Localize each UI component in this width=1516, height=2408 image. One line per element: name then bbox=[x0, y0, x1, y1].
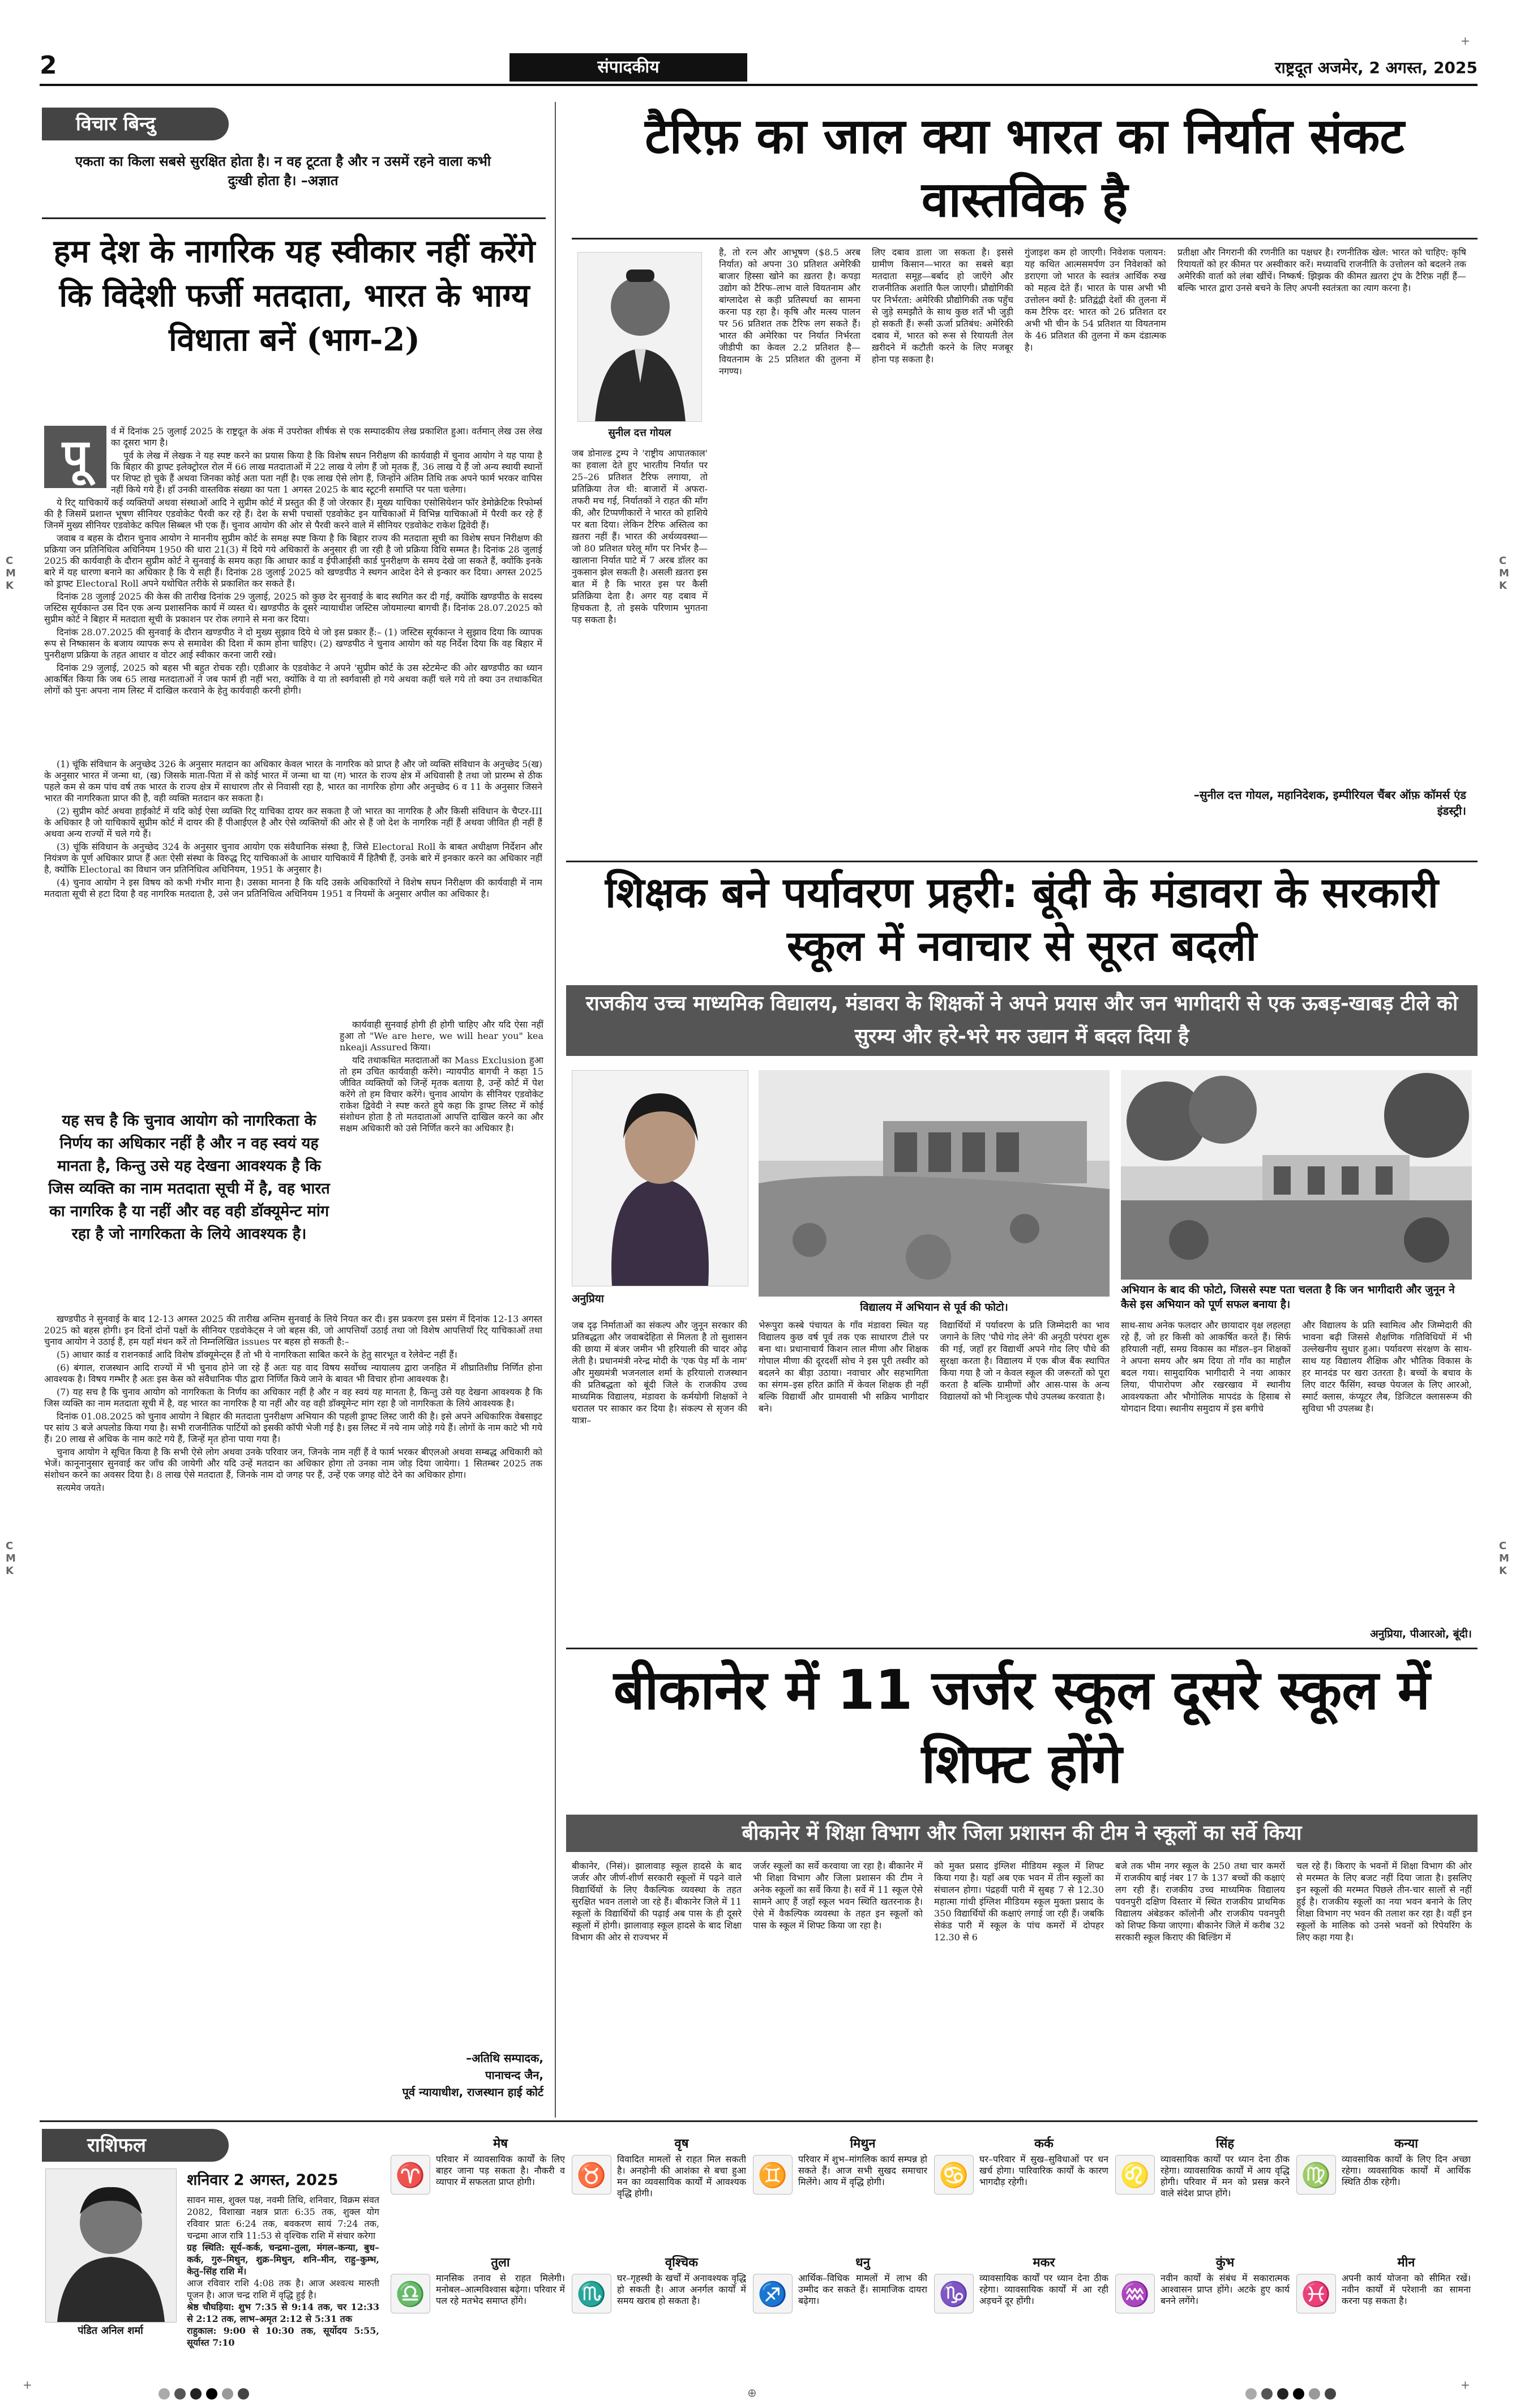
rashi-cell bbox=[391, 2253, 565, 2367]
registration-dot bbox=[1245, 2388, 1257, 2400]
cmk-mark: C M K bbox=[1499, 1540, 1509, 1577]
date-line: राष्ट्रदूत अजमेर, 2 अगस्त, 2025 bbox=[1275, 58, 1478, 77]
rashi-text: घर–परिवार में सुख–सुविधाओं पर धन खर्च होगा। पारिवारिक कार्यों के कारण भागदौड़ रहेगी। bbox=[979, 2154, 1108, 2187]
editorial-paragraph: जवाब व बहस के दौरान चुनाव आयोग ने माननीय सुप्रीम कोर्ट के समक्ष स्पष्ट किया है कि बिहार राज्य की मतदाता सूची का विशेष सघन निरीक्षण की प्रक्रिया जन प्रतिनिधित्व अधिनियम 1950 की धारा 21(3) में दिये गये अधिकारों के अनुसार ही जा रही है जो प्रक्रिया विधि सम्मत है। दिनांक 28 जुलाई 2025 की कार्यवाही के दौरान सुप्रीम कोर्ट ने सुनवाई के समय कहा कि आधार कार्ड व ईपीआईसी कार्ड पुनरीक्षण के समय देखे जा सकते हैं, क्योंकि इनके बारे में यह धारणा बनाने का अधिकार है कि ये सही हैं। दिनांक 28 जुलाई 2025 को खण्डपीठ ने स्थगन आदेश देने से इन्कार कर दिया। अगस्त 2025 को ड्राफ्ट Electoral Roll अपने यथोचित तरीके से प्रकाशित कर सकते हैं। bbox=[44, 533, 542, 589]
chaughadiya: श्रेष्ठ चौघड़िया: शुभ 7:35 से 9:14 तक, चर 12:33 से 2:12 तक, लाभ–अमृत 2:12 से 5:31 तक bbox=[187, 2302, 379, 2324]
rashi-text: आर्थिक–विधिक मामलों में लाभ की उम्मीद कर सकते हैं। सामाजिक दायरा बढ़ेगा। bbox=[798, 2273, 927, 2306]
cmk-mark: C M K bbox=[6, 555, 16, 592]
editorial-paragraph: चुनाव आयोग ने सूचित किया है कि सभी ऐसे लोग अथवा उनके परिवार जन, जिनके नाम नहीं हैं वे फार्म भरकर बीएलओ अथवा सम्बद्ध अधिकारी को भेजें। कानूनानुसार सुनवाई कर जाँच की जायेगी और यदि उन्हें मतदान का अधिकार होगा तो उनका नाम जोड़ दिया जायेगा। 1 सितम्बर 2025 तक संशोधन करने का अवसर दिया है। 8 लाख ऐसे मतदाता हैं, जिनके नाम दो जगह पर हैं, उन्हें एक जगह वोटे देने का अधिकार होगा। bbox=[44, 1447, 542, 1480]
bikaner-column: जर्जर स्कूलों का सर्वे करवाया जा रहा है। बीकानेर में भी शिक्षा विभाग और जिला प्रशासन की टीम ने अनेक स्कूलों का सर्वे किया है। सर्वे में 11 स्कूल ऐसे सामने आए हैं जहाँ स्कूल भवन स्थिति खतरनाक है। ऐसे में वैकल्पिक व्यवस्था के तहत इन स्कूलों को पास के स्कूल में शिफ्ट किया जा रहा है। bbox=[753, 1860, 923, 1931]
rahukaal: राहुकाल: 9:00 से 10:30 तक, सूर्योदय 5:55, सूर्यास्त 7:10 bbox=[187, 2325, 379, 2348]
person-caption: अनुप्रिया bbox=[572, 1293, 604, 1305]
editorial-paragraph: दिनांक 28.07.2025 की सुनवाई के दौरान खण्डपीठ ने दो मुख्य सुझाव दिये थे जो इस प्रकार हैं:– (1) जस्टिस सूर्यकान्त ने सुझाव दिया कि व्यापक रूप से निष्कासन के बजाय व्यापक रूप से समावेश की दिशा में काम होना चाहिए। (2) खण्डपीठ ने चुनाव आयोग को यह निर्देश दिया कि वह बिहार में पुनरीक्षण प्रक्रिया के तहत आधार व वोटर आई स्वीकार करना जारी रखे। bbox=[44, 627, 542, 660]
registration-dot bbox=[1277, 2388, 1288, 2400]
bikaner-column: बीकानेर, (निसं)। झालावाड़ स्कूल हादसे के बाद जर्जर और जीर्ण-शीर्ण सरकारी स्कूलों में पढ़ने वाले विद्यार्थियों के लिए वैकल्पिक व्यवस्था के तहत सुरक्षित भवन तलाशे जा रहे हैं। बीकानेर जिले में 11 स्कूलों के विद्यार्थियों की पढ़ाई अब पास के ही दूसरे स्कूलों में होगी। झालावाड़ स्कूल हादसे के बाद शिक्षा विभाग की ओर से राज्यभर में bbox=[572, 1860, 742, 1943]
editorial-paragraph: (3) चूंकि संविधान के अनुच्छेद 324 के अनुसार चुनाव आयोग एक संवैधानिक संस्था है, जिसे Electoral Roll के बाबत अधीक्षण निर्देशन और नियंत्रण के पूर्ण अधिकार प्राप्त हैं अतः ऐसी संस्था के विरुद्ध रिट् याचिकाओं के आधार याचिकायें मैं हितैषी हैं, उनके बारे में इनकार करने का अधिकार नहीं है, क्योंकि Electoral का विधान जन प्रतिनिधित्व अधिनियम, 1951 के अनुसार है। bbox=[44, 841, 542, 875]
vichar-bindu-text: विचार बिन्दु bbox=[76, 113, 156, 135]
editorial-paragraph: दिनांक 28 जुलाई 2025 की केस की तारीख दिनांक 29 जुलाई, 2025 को कुछ देर सुनवाई के बाद स्थगित कर दी गई, क्योंकि खण्डपीठ के सदस्य जस्टिस सूर्यकान्त उस दिन एक अन्य प्रशासनिक कार्य में व्यस्त थे। खण्डपीठ के दूसरे न्यायाधीश जस्टिस जोयमाल्या बागची हैं। दिनांक 28.07.2025 को सुप्रीम कोर्ट ने बिहार में मतदाता सूची के प्रकाशन पर रोक लगाने से मना कर दिया। bbox=[44, 591, 542, 625]
crop-mark-icon: + bbox=[23, 2378, 32, 2392]
author-photo bbox=[577, 252, 702, 422]
bikaner-column: चल रहे हैं। किराए के भवनों में शिक्षा विभाग की ओर से मरम्मत के लिए बजट नहीं दिया जाता है। इसलिए इन स्कूलों की मरम्मत पिछले तीन-चार सालों से नहीं हुई है। राजकीय स्कूलों का नया भवन बनाने के लिए शिक्षा विभाग नए भवन की तलाश कर रहा है। वहीं इन स्कूलों के मालिक को उनसे भवनों को रिपेयरिंग के लिए कहा गया है। bbox=[1296, 1860, 1472, 1943]
scorpion-icon: ♏ bbox=[572, 2274, 611, 2313]
lion-icon: ♌ bbox=[1115, 2155, 1155, 2195]
rashifal-text: राशिफल bbox=[87, 2134, 146, 2157]
rashi-name: वृष bbox=[674, 2137, 689, 2151]
rashi-cell bbox=[1296, 2135, 1471, 2248]
after-photo bbox=[1121, 1070, 1472, 1280]
after-caption: अभियान के बाद की फोटो, जिससे स्पष्ट पता चलता है कि जन भागीदारी और जुनून ने कैसे इस अभियान को पूर्ण सफल बनाया है। bbox=[1121, 1284, 1455, 1311]
tariff-column: गुंजाइश कम हो जाएगी। निवेशक पलायन: यह कथित आत्मसमर्पण उन निवेशकों को डराएगा जो भारत के स्वतंत्र आर्थिक रुख को महत्व देते हैं। भारत के पास अभी भी उत्तोलन क्यों है: प्रतिद्वंद्वी देशों की तुलना में कम टैरिफ दर: भारत को 26 प्रतिशत दर अभी भी चीन के 54 प्रतिशत या वियतनाम के 46 प्रतिशत की तुलना में कम दंडात्मक है। bbox=[1025, 247, 1166, 353]
editorial-body-mid bbox=[44, 759, 542, 1013]
vichar-bindu-label bbox=[42, 108, 229, 140]
registration-dot bbox=[238, 2388, 249, 2400]
school-column: भेरूपुरा कस्बे पंचायत के गाँव मंडावरा स्थित यह विद्यालय कुछ वर्ष पूर्व तक एक साधारण टीले पर बना था। प्रधानाचार्य किशन लाल मीणा और शिक्षक गोपाल मीणा की दूरदर्शी सोच ने इस पूरी तस्वीर को बदलने का बीड़ा उठाया। नवाचार और सहभागिता का संगम–इस हरित क्रांति में केवल शिक्षक ही नहीं बल्कि विद्यार्थी और ग्रामवासी भी सक्रिय भागीदार बने। bbox=[759, 1320, 928, 1414]
rashi-name: मीन bbox=[1397, 2256, 1415, 2270]
divider bbox=[572, 238, 1478, 239]
crab-icon: ♋ bbox=[934, 2155, 974, 2195]
water-bearer-icon: ♒ bbox=[1115, 2274, 1155, 2313]
rashi-name: सिंह bbox=[1215, 2137, 1235, 2151]
bikaner-column: को मुक्त प्रसाद इंग्लिश मीडियम स्कूल में शिफ्ट किया गया है। यहाँ अब एक भवन में तीन स्कूलों का संचालन होगा। पंद्रहवीं पारी में सुबह 7 से 12.30 महात्मा गांधी इंग्लिश मीडियम स्कूल मुक्ता प्रसाद के 350 विद्यार्थियों की कक्षाएं लगाई जा रही हैं। जबकि सेकंड पारी में स्कूल के पांच कमरों में दोपहर 12.30 से 6 bbox=[934, 1860, 1104, 1943]
registration-dot bbox=[174, 2388, 186, 2400]
bull-icon: ♉ bbox=[572, 2155, 611, 2195]
registration-dot bbox=[1261, 2388, 1273, 2400]
panchang-misc: आज रविवार राशि 4:08 तक है। आज अश्वत्थ मारुती पूजन है। आज चन्द्र राशि में वृद्धि हुई है। bbox=[187, 2278, 379, 2300]
scales-icon: ♎ bbox=[391, 2274, 430, 2313]
divider bbox=[42, 217, 546, 219]
school-byline: अनुप्रिया, पीआरओ, बूंदी। bbox=[1370, 1628, 1472, 1640]
registration-dot bbox=[222, 2388, 233, 2400]
rashi-text: घर–गृहस्थी के खर्चों में अनावश्यक वृद्धि हो सकती है। आज अनर्गल कार्यों में समय खराब हो सकता है। bbox=[617, 2273, 746, 2306]
rashi-text: परिवार में शुभ–मांगलिक कार्य सम्पन्न हो सकते हैं। आज सभी सुखद समाचार मिलेंगे। आय में वृद्धि होगी। bbox=[798, 2154, 927, 2187]
registration-dot bbox=[1325, 2388, 1336, 2400]
rashi-name: मिथुन bbox=[850, 2137, 876, 2151]
registration-dot bbox=[1309, 2388, 1320, 2400]
rashi-cell bbox=[572, 2135, 746, 2248]
school-column: साथ-साथ अनेक फलदार और छायादार वृक्ष लहलहा रहे हैं, जो हर किसी को आकर्षित करते हैं। सिर्फ हरियाली नहीं, समग्र विकास का मॉडल–इन शिक्षकों ने अपना समय और श्रम दिया तो गाँव का माहौल बदल गया। सामुदायिक भागीदारी ने नया आकार लिया, पीपारोपण और रखरखाव में स्थानीय आवश्यकता और भौगोलिक मापदंड के हिसाब से योगदान दिया। स्थानीय समुदाय में इस बगीचे bbox=[1121, 1320, 1291, 1414]
editorial-drop-cap: पू bbox=[44, 426, 106, 488]
rashi-cell bbox=[753, 2253, 927, 2367]
rashi-name: तुला bbox=[491, 2256, 510, 2270]
cmk-mark: C M K bbox=[1499, 555, 1509, 592]
signature-line: –अतिथि सम्पादक, bbox=[466, 2051, 543, 2065]
registration-dot bbox=[190, 2388, 202, 2400]
rashi-text: मानसिक तनाव से राहत मिलेगी। मनोबल–आत्मविश्वास बढ़ेगा। परिवार में पल रहे मतभेद समाप्त होंगे। bbox=[436, 2273, 565, 2306]
editorial-body-top bbox=[44, 426, 542, 754]
tariff-column: है, तो रत्न और आभूषण ($8.5 अरब निर्यात) को अपना 30 प्रतिशत अमेरिकी बाजार हिस्सा खोने का ख़तरा है। कपड़ा उद्योग को टैरिफ–लाभ वाले वियतनाम और बांग्लादेश से कड़ी प्रतिस्पर्धा का सामना करना पड़ रहा है। कृषि और मत्स्य पालन पर 56 प्रतिशत तक टैरिफ लग सकते हैं। भारत की अमेरिका पर निर्यात निर्भरता जीडीपी का केवल 2.2 प्रतिशत है—वियतनाम के 25 प्रतिशत की तुलना में नगण्य। bbox=[719, 247, 860, 377]
rashi-cell bbox=[753, 2135, 927, 2248]
registration-dot bbox=[159, 2388, 170, 2400]
page-number: 2 bbox=[40, 51, 57, 80]
editorial-body-bottom bbox=[44, 1314, 542, 2050]
rashi-cell bbox=[1115, 2135, 1290, 2248]
rashi-text: अपनी कार्य योजना को सीमित रखें। नवीन कार्यों में परेशानी का सामना करना पड़ सकता है। bbox=[1342, 2273, 1471, 2306]
rashi-cell bbox=[934, 2253, 1108, 2367]
editorial-paragraph: (1) चूंकि संविधान के अनुच्छेद 326 के अनुसार मतदान का अधिकार केवल भारत के नागरिक को प्राप्त है और जो व्यक्ति संविधान के अनुच्छेद 5(ख) के अनुसार भारत में जन्मा था, (ख) जिसके माता-पिता में से कोई भारत में जन्मा था या (ग) भारत के राज्य क्षेत्र में अधिवासी है तथा जो प्रारम्भ से ठीक पहले कम से कम पांच वर्ष तक भारत के राज्य क्षेत्र में साधारण तौर से निवासी रहा है, भारत का नागरिक होगा और अनुच्छेद 6 व 11 के अनुसार जिसने भारत की नागरिकता प्राप्त की है, वही व्यक्ति मतदान कर सकता है। bbox=[44, 759, 542, 803]
panchang-text: सावन मास, शुक्ल पक्ष, नवमी तिथि, शनिवार, विक्रम संवत 2082, विशाखा नक्षत्र प्रातः 6:35 तक, शुक्ल योग रविवार प्रातः 6:24 तक, बवकरण सायं 7:24 तक, चन्द्रमा आज रात्रि 11:53 से वृश्चिक राशि में संचार करेगा bbox=[187, 2195, 379, 2241]
bikaner-column: बजे तक भीम नगर स्कूल के 250 तथा चार कमरों में राजकीय बाई नंबर 17 के 137 बच्चों की कक्षाएं लग रही हैं। राजकीय उच्च माध्यमिक विद्यालय पवनपुरी दक्षिण विस्तार में स्थित राजकीय प्राथमिक विद्यालय अंबेडकर कॉलोनी और राजकीय पवनपुरी को शिफ्ट किया जाएगा। बीकानेर जिले में करीब 32 सरकारी स्कूल किराए की बिल्डिंग में bbox=[1115, 1860, 1285, 1943]
fish-icon: ♓ bbox=[1296, 2274, 1336, 2313]
signature-line: पानाचन्द जैन, bbox=[485, 2068, 543, 2082]
editorial-pull-quote: यह सच है कि चुनाव आयोग को नागरिकता के निर्णय का अधिकार नहीं है और न वह स्वयं यह मानता है, किन्तु उसे यह देखना आवश्यक है कि जिस व्यक्ति का नाम मतदाता सूची में है, वह भारत का नागरिक है या नहीं और वह वही डॉक्यूमेन्ट मांग रहा है जो नागरिकता के लिये आवश्यक है। bbox=[48, 1112, 330, 1243]
bikaner-subheadline: बीकानेर में शिक्षा विभाग और जिला प्रशासन की टीम ने स्कूलों का सर्वे किया bbox=[566, 1815, 1478, 1852]
editorial-paragraph: (7) यह सच है कि चुनाव आयोग को नागरिकता के निर्णय का अधिकार नहीं है और न वह स्वयं यह मानता है, किन्तु उसे यह देखना आवश्यक है कि जिस व्यक्ति का नाम मतदाता सूची में है, वह भारत का नागरिक है या नहीं और वह वही डॉक्यूमेन्ट मांग रहा है जो नागरिकता के लिये आवश्यक है। bbox=[44, 1387, 542, 1409]
divider bbox=[566, 1648, 1478, 1649]
registration-dots-right bbox=[1245, 2388, 1381, 2402]
vichar-quote: एकता का किला सबसे सुरक्षित होता है। न वह टूटता है और न उसमें रहने वाला कभी दुःखी होता है। –अज्ञात bbox=[75, 153, 491, 189]
editorial-paragraph: दिनांक 01.08.2025 को चुनाव आयोग ने बिहार की मतदाता पुनरीक्षण अभियान की पहली ड्राफ्ट लिस्ट जारी की है। इसे अपने अधिकारिक वेबसाइट पर सांय 3 बजे अपलोड किया गया है। सभी राजनीतिक पार्टियों को इसकी कॉपी भेजी गई है। इस लिस्ट में नये नाम जोड़े गये हैं। लोगों के नाम काटे भी गये हैं। 20 लाख से अधिक के नाम काटे गये हैं, जिन्हें मृत होना पाया गया है। bbox=[44, 1411, 542, 1444]
rashi-grid bbox=[391, 2135, 1478, 2372]
crop-mark-icon: + bbox=[1461, 2378, 1470, 2392]
editorial-headline: हम देश के नागरिक यह स्वीकार नहीं करेंगे कि विदेशी फर्जी मतदाता, भारत के भाग्य विधाता बनें (भाग-2) bbox=[53, 233, 536, 358]
editorial-side-text bbox=[340, 1019, 543, 1314]
registration-dot bbox=[206, 2388, 217, 2400]
school-column: और विद्यालय के प्रति स्वामित्व और जिम्मेदारी की भावना बढ़ी जिससे शैक्षणिक गतिविधियों में भी उल्लेखनीय सुधार हुआ। पर्यावरण संरक्षण के साथ-साथ यह विद्यालय शैक्षिक और भौतिक विकास के हर मानदंड पर खरा उतरता है। बच्चों के बचाव के लिए वाटर फैंसिंग, स्वच्छ पेयजल के लिए आरओ, स्मार्ट क्लास, कंप्यूटर लैब, डिजिटल क्लासरूम की सुविधा भी उपलब्ध है। bbox=[1302, 1320, 1472, 1414]
archer-icon: ♐ bbox=[753, 2274, 793, 2313]
rashifal-date: शनिवार 2 अगस्त, 2025 bbox=[187, 2171, 339, 2189]
astrologer-photo bbox=[45, 2169, 177, 2323]
editorial-paragraph: खण्डपीठ ने सुनवाई के बाद 12-13 अगस्त 2025 की तारीख अन्तिम सुनवाई के लिये नियत कर दी। इस प्रकरण इस प्रसंग में दिनांक 12-13 अगस्त 2025 को बहस होगी। इन दिनों दोनों पक्षों के सीनियर एडवोकेट्स ने जो बहस की, जो आपत्तियाँ उठाई तथा जो विशेष आपत्तियाँ रिट् याचिकाओं तथा चुनाव आयोग ने उठाई हैं, हम यहाँ मंथन करें तो निम्नलिखित issues पर बहस हो सकती है:– bbox=[44, 1314, 542, 1347]
rashi-name: कन्या bbox=[1394, 2137, 1418, 2151]
rashi-cell bbox=[1296, 2253, 1471, 2367]
school-subheadline: राजकीय उच्च माध्यमिक विद्यालय, मंडावरा के शिक्षकों ने अपने प्रयास और जन भागीदारी से एक ऊबड़-खाबड़ टीले को सुरम्य और हरे-भरे मरु उद्यान में बदल दिया है bbox=[566, 985, 1478, 1056]
tariff-headline: टैरिफ़ का जाल क्या भारत का निर्यात संकट वास्तविक है bbox=[645, 108, 1404, 228]
tariff-column: लिए दबाव डाला जा सकता है। इससे ग्रामीण किसान—भारत का सबसे बड़ा मतदाता समूह—बर्बाद हो जाएँगे और राजनीतिक अशांति फैल जाएगी। प्रौद्योगिकी पर निर्भरता: अमेरिकी प्रौद्योगिकी तक पहुँच से जुड़े समझौते के साथ कुछ शर्तें भी जुड़ी हो सकती हैं। रूसी ऊर्जा प्रतिबंध: अमेरिकी दबाव में, भारत को रूस से रियायती तेल ख़रीदने में कटौती करने के लिए मजबूर होना पड़ सकता है। bbox=[872, 247, 1013, 365]
rashi-name: मेष bbox=[493, 2137, 508, 2151]
rashi-cell bbox=[1115, 2253, 1290, 2367]
rashi-text: नवीन कार्यों के संबंध में सकारात्मक आश्वासन प्राप्त होंगे। अटके हुए कार्य बनने लगेंगे। bbox=[1160, 2273, 1290, 2306]
rashi-text: व्यावसायिक कार्यों पर ध्यान देना ठीक रहेगा। व्यावसायिक कार्यों में आ रही अड़चनें दूर होंगी। bbox=[979, 2273, 1108, 2306]
rashi-name: कुंभ bbox=[1215, 2256, 1235, 2270]
page-header bbox=[40, 51, 1478, 86]
divider bbox=[40, 2120, 1478, 2122]
rashi-name: मकर bbox=[1033, 2256, 1055, 2270]
tariff-column: प्रतीक्षा और निगरानी की रणनीति का पक्षधर है। रणनीतिक खेल: भारत को चाहिए: कृषि रियायतों को हर कीमत पर अस्वीकार करें। मध्यावधि राजनीति के उत्तोलन को बदलने तक अमेरिकी वार्ता को लंबा खींचें। निष्कर्ष: झिझक की कीमत ख़तरा ट्रंप के टैरिफ़ नहीं हैं—बल्कि भारत द्वारा उनसे बचने के लिए अपनी स्वतंत्रता का त्याग करना है। bbox=[1177, 247, 1466, 293]
registration-dots-left bbox=[159, 2388, 294, 2402]
tariff-column: जब डोनाल्ड ट्रम्प ने 'राष्ट्रीय आपातकाल' का हवाला देते हुए भारतीय निर्यात पर 25–26 प्रतिशत टैरिफ लगाया, तो प्रतिक्रिया तेज थी: बाजारों में अफरा-तफरी मच गई, निर्यातकों ने राहत की माँग की, और टिप्पणीकारों ने भारत को हाशिये पर बता दिया। लेकिन टैरिफ अस्तित्व का ख़तरा नहीं हैं। भारत की अर्थव्यवस्था—जो 80 प्रतिशत घरेलू माँग पर निर्भर है—खालाना निर्यात घाटे में 7 अरब डॉलर का नुकसान झेल सकती है। असली ख़तरा इस बात में है कि भारत इस पर कैसी प्रतिक्रिया देता है। अगर यह दबाव में हिचकता है, तो इसके परिणाम भुगतना पड़ सकता है। bbox=[572, 448, 708, 625]
editorial-paragraph: (2) सुप्रीम कोर्ट अथवा हाईकोर्ट में यदि कोई ऐसा व्यक्ति रिट् याचिका दायर कर सकता है जो भारत का नागरिक है और किसी संविधान के चैप्टर-III के अधिकार है जो याचिकायें सुप्रीम कोर्ट में दायर की हैं पीआईएल है और ऐसे व्यक्तियों की ओर से हैं जो देश के नागरिक नहीं हैं अथवा जीवित ही नहीं हैं अथवा अन्य राज्यों में चले गये हैं। bbox=[44, 806, 542, 839]
goat-icon: ♑ bbox=[934, 2274, 974, 2313]
editorial-paragraph: दिनांक 29 जुलाई, 2025 को बहस भी बहुत रोचक रही। एडीआर के एडवोकेट ने अपने 'सुप्रीम कोर्ट के उस स्टेटमेन्ट की ओर खण्डपीठ का ध्यान आकर्षित किया कि जब 65 लाख मतदाताओं ने जब फार्म ही नहीं भरा, क्योंकि वे या तो स्वर्गवासी हो गये अथवा कहीं चले गये तो क्या उन तथाकथित लोगों को पुनः अपना नाम लिस्ट में दाखिल करवाने के हेतु कार्यवाही करनी होगी। bbox=[44, 662, 542, 696]
section-label: संपादकीय bbox=[509, 53, 747, 82]
before-caption: विद्यालय में अभियान से पूर्व की फोटो। bbox=[860, 1301, 1008, 1314]
twins-icon: ♊ bbox=[753, 2155, 793, 2195]
rashi-text: व्यावसायिक कार्यों पर ध्यान देना ठीक रहेगा। व्यावसायिक कार्यों में आय वृद्धि होगी। परिवार में मन को प्रसन्न करने वाले संदेश प्राप्त होंगे। bbox=[1160, 2154, 1290, 2199]
editorial-signature bbox=[283, 2050, 543, 2106]
rashi-name: धनु bbox=[855, 2256, 870, 2270]
rashi-text: परिवार में व्यावसायिक कार्यों के लिए बाहर जाना पड़ सकता है। नौकरी व व्यापार में सफलता प्राप्त होगी। bbox=[436, 2154, 565, 2187]
editorial-paragraph: यदि तथाकथित मतदाताओं का Mass Exclusion हुआ तो हम उचित कार्यवाही करेंगे। न्यायपीठ बागची ने कहा 15 जीवित व्यक्तियों को जिन्हें मृतक बताया है, उन्हें कोर्ट में पेश करेंगे तो हम विचार करेंगे। चुनाव आयोग के सीनियर एडवोकेट राकेश द्विवेदी ने स्पष्ट करते हुये कहा कि ड्राफ्ट लिस्ट में कोई संशोधन होता है तो मतदाताओं आपत्ति दाखिल करने का और सक्षम अधिकारी को उसे निर्णित करने का अधिकार है। bbox=[340, 1055, 543, 1134]
school-column: जब दृढ़ निर्माताओं का संकल्प और जुनून सरकार की प्रतिबद्धता और जवाबदेहिता से मिलता है तो सुशासन की छाया में बंजर जमीन भी हरियाली की चादर ओढ़ लेती है। प्रधानमंत्री नरेन्द्र मोदी के 'एक पेड़ माँ के नाम' और मुख्यमंत्री भजनलाल शर्मा के हरियालो राजस्थान की प्रतिबद्धता को बूंदी जिले के राजकीय उच्च माध्यमिक विद्यालय, मंडावरा के कर्मयोगी शिक्षकों ने धरातल पर साकार कर दिया है। संकल्प से सृजन की यात्रा– bbox=[572, 1320, 747, 1426]
editorial-paragraph: ये रिट् याचिकायें कई व्यक्तियों अथवा संस्थाओं आदि ने सुप्रीम कोर्ट में प्रस्तुत की हैं जो जेरकार हैं। मुख्य याचिका एसोसियेशन फॉर डेमोक्रेटिक रिफोर्म्स की है जिसमें प्रशान्त भूषण सीनियर एडवोकेट पैरवी कर रहे हैं। देश के सभी पचासों एडवोकेट इन याचिकाओं में विभिन्न याचिकाओं में पैरवी कर रहे हैं जिनमें मुख्य सीनियर एडवोकेट कपिल सिब्बल भी एक हैं। चुनाव आयोग की ओर से पैरवी करने वाले में सीनियर एडवोकेट राकेश द्विवेदी हैं। bbox=[44, 497, 542, 531]
rashi-name: कर्क bbox=[1034, 2137, 1054, 2151]
cmk-mark: C M K bbox=[6, 1540, 16, 1577]
signature-line: पूर्व न्यायाधीश, राजस्थान हाई कोर्ट bbox=[402, 2085, 543, 2099]
person-photo bbox=[572, 1070, 748, 1286]
crop-mark-icon: ⊕ bbox=[747, 2386, 757, 2400]
rashi-text: व्यावसायिक कार्यों के लिए दिन अच्छा रहेगा। व्यवसायिक कार्यों में आर्थिक स्थिति ठीक रहेगी। bbox=[1342, 2154, 1471, 2187]
bikaner-headline: बीकानेर में 11 जर्जर स्कूल दूसरे स्कूल में शिफ्ट होंगे bbox=[613, 1658, 1431, 1795]
astrologer-caption: पंडित अनिल शर्मा bbox=[78, 2325, 143, 2337]
rashi-text: विवादित मामलों से राहत मिल सकती है। अनहोनी की आशंका से बचा हुआ मन का व्यवसायिक कार्यों में आवश्यक वृद्धि होगी। bbox=[617, 2154, 746, 2199]
rashi-cell bbox=[572, 2253, 746, 2367]
crop-mark-icon: + bbox=[1461, 34, 1470, 48]
editorial-paragraph: पूर्व के लेख में लेखक ने यह स्पष्ट करने का प्रयास किया है कि विशेष सघन निरीक्षण की कार्यवाही में चुनाव आयोग ने यह पाया है कि बिहार की ड्राफ्ट इलेक्ट्रोरल रोल में 66 लाख मतदाताओं में 22 लाख ये लोग हैं जो मृतक हैं, 36 लाख ये हैं जो अन्य स्थायी स्थानों पर शिफ्ट हो चुके हैं अथवा जिनका कोई अता पता नहीं है। एक लाख ऐसे लोग हैं, जिन्होंने अंतिम तिथि तक अपने फार्म भरकर वापिस नहीं किये गये हैं। हाँ उनकी वास्तविक संख्या का पता 1 अगस्त 2025 के बाद स्टूटनी समाप्ति पर पता चलेगा। bbox=[111, 450, 542, 495]
rashi-cell bbox=[934, 2135, 1108, 2248]
rashi-cell bbox=[391, 2135, 565, 2248]
ram-icon: ♈ bbox=[391, 2155, 430, 2195]
planet-positions: ग्रह स्थिति: सूर्य–कर्क, चन्द्रमा–तुला, मंगल–कन्या, बुध–कर्क, गुरु–मिथुन, शुक्र–मिथुन, शनि–मीन, राहु–कुम्भ, केतु–सिंह राशि में। bbox=[187, 2242, 379, 2277]
rashifal-panchang bbox=[187, 2194, 379, 2381]
school-headline: शिक्षक बने पर्यावरण प्रहरी: बूंदी के मंडावरा के सरकारी स्कूल में नवाचार से सूरत बदली bbox=[605, 869, 1438, 970]
column-rule bbox=[555, 102, 556, 2118]
rashi-name: वृश्चिक bbox=[665, 2256, 699, 2270]
divider bbox=[566, 861, 1478, 862]
editorial-paragraph: (5) आधार कार्ड व राशनकार्ड आदि विशेष डॉक्यूमेन्ट्स हैं तो भी ये नागरिकता साबित करने के हेतु सारभूत व रेलेवेन्ट नहीं हैं। bbox=[57, 1349, 457, 1360]
editorial-paragraph: र्व में दिनांक 25 जुलाई 2025 के राष्ट्रदूत के अंक में उपरोक्त शीर्षक से एक सम्पादकीय लेख प्रकाशित हुआ। वर्तमान् लेख उस लेख का दूसरा भाग है। bbox=[111, 426, 542, 448]
registration-dot bbox=[1293, 2388, 1304, 2400]
tariff-byline: –सुनील दत्त गोयल, महानिदेशक, इम्पीरियल चैंबर ऑफ़ कॉमर्स एंड इंडस्ट्री। bbox=[1193, 788, 1466, 818]
rashifal-label bbox=[42, 2129, 229, 2162]
before-photo bbox=[759, 1070, 1110, 1297]
editorial-paragraph: (4) चुनाव आयोग ने इस विषय को कभी गंभीर माना है। उसका मानना है कि यदि उसके अधिकारियों ने विशेष सघन निरीक्षण की कार्यवाही में नाम मतदाता सूची से हटा दिया है वह नागरिक मतदाता है, उसे जन प्रतिनिधित्व अधिनियम 1951 व नियमों के अनुसार अपील का अधिकार है। bbox=[44, 877, 542, 899]
author-caption: सुनील दत्त गोयल bbox=[608, 427, 671, 439]
editorial-paragraph: (6) बंगाल, राजस्थान आदि राज्यों में भी चुनाव होने जा रहे हैं अतः यह वाद विषय सर्वोच्च न्यायालय द्वारा जनहित में शीघ्रातिशीघ्र निर्णित होना आवश्यक है। विषय गम्भीर है अतः इस केस को संवैधानिक पीठ द्वारा निर्णित किये जाने के बावत भी विचार होना आवश्यक है। bbox=[44, 1362, 542, 1384]
maiden-icon: ♍ bbox=[1296, 2155, 1336, 2195]
editorial-paragraph: सत्यमेव जयते। bbox=[57, 1482, 105, 1493]
editorial-paragraph: कार्यवाही सुनवाई होगी ही होगी चाहिए और यदि ऐसा नहीं हुआ तो "We are here, we will hear you" kea​nkeaji Assured किया। bbox=[340, 1019, 543, 1053]
school-column: विद्यार्थियों में पर्यावरण के प्रति जिम्मेदारी का भाव जगाने के लिए 'पौधे गोद लेने' की अनूठी परंपरा शुरू की गई, जहाँ हर विद्यार्थी अपने गोद लिए पौधे की सुरक्षा करता है। विद्यालय में एक बीज बैंक स्थापित किया गया है जो न केवल स्कूल की जरूरतों को पूरा करता है बल्कि ग्रामीणों और आस-पास के अन्य विद्यालयों को भी निःशुल्क पौधे उपलब्ध करवाता है। bbox=[940, 1320, 1110, 1402]
